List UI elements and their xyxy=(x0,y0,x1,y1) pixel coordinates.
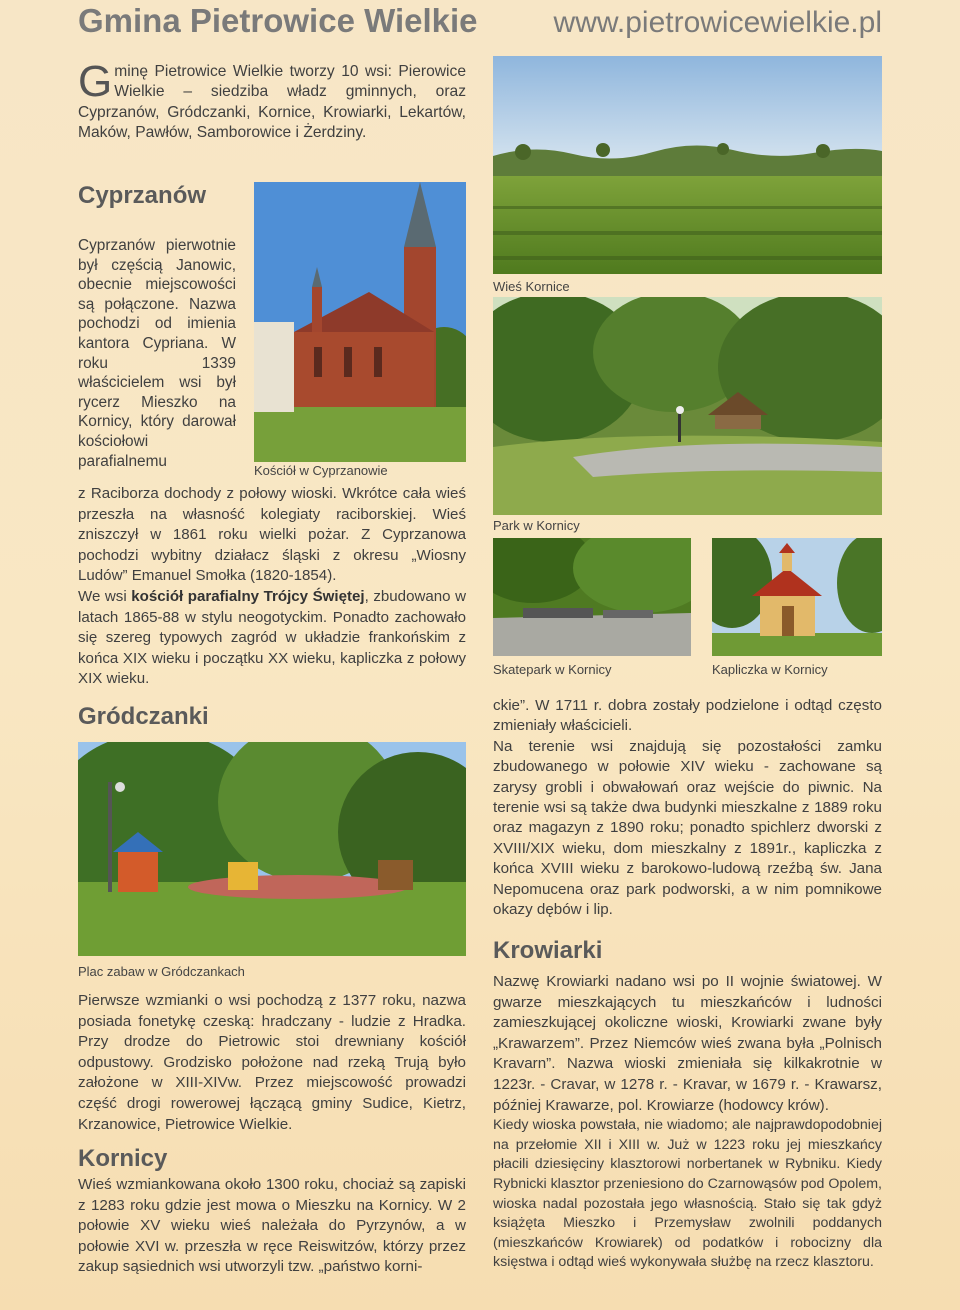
krowiarki-text xyxy=(493,972,882,1273)
kornice-text-left: Wieś wzmiankowana około 1300 roku, chociaż są zapiski z 1283 roku gdzie jest mowa o Mieszku na Kornicy. W 2 połowie XV wieku wieś należała do Pyrzynów, a w połowie XVI w. przeszła w ręce Reiswitzów, którzy przez zakup sąsiednich wsi utworzyli tzw. „państwo korni- xyxy=(78,1176,466,1276)
kornice-text-right xyxy=(493,696,882,920)
cyprzanow-text-2 xyxy=(78,484,466,690)
cyprzanow-paragraph-2: z Raciborza dochody z połowy wioski. Wkrótce cała wieś przeszła na własność kolegiaty raciborskiej. Wieś zniszczył w 1861 roku wielki pożar. Z Cyprzanowa pochodzi wybitny działacz śląski z okresu „Wiosny Ludów” Emanuel Smołka (1820-1854). xyxy=(78,485,466,585)
cyprzanow-p3-a: We wsi xyxy=(78,587,132,605)
intro-dropcap: G xyxy=(78,57,113,106)
caption-church: Kościół w Cyprzanowie xyxy=(254,463,388,478)
photo-chapel xyxy=(712,538,882,656)
caption-playground: Plac zabaw w Gródczankach xyxy=(78,964,245,979)
intro-text: minę Pietrowice Wielkie tworzy 10 wsi: Pierowice Wielkie – siedziba władz gminnych, oraz Cyprzanów, Gródczanki, Kornice, Krowiarki, Lekartów, Maków, Pawłów, Samborowice i Żerdziny. xyxy=(78,63,466,142)
caption-chapel: Kapliczka w Kornicy xyxy=(712,662,828,677)
grodczanki-text: Pierwsze wzmianki o wsi pochodzą z 1377 roku, nazwa posiada fonetykę czeską: hradczany - ludzie z Hradka. Przy drodze do Pietrowic stoi drewniany kościół odpustowy. Grodzisko położone nad rzeką Trują było założone w XIII-XIVw. Przez miejscowość prowadzi część drogi rowerowej łączącą gminy Sudice, Kietrz, Krzanowice, Pietrowice Wielkie. xyxy=(78,992,466,1133)
photo-church xyxy=(254,182,466,462)
krowiarki-paragraph-1: Nazwę Krowiarki nadano wsi po II wojnie światowej. W gwarze mieszkających tu mieszkańców i ludności zamieszkującej okoliczne wioski, Krowiarki zwane były „Krawarzem”. Przez Niemców wieś zwana była „Polnisch Kravarn”. Nazwa wioski zmieniała się kilkakrotnie w 1223r. - Cravar, w 1278 r. - Kravar, w 1679 r. - Krawarsz, później Krawarze, pol. Krowiarze (hodowcy krów). xyxy=(493,973,882,1114)
section-title-krowiarki: Krowiarki xyxy=(493,937,603,964)
photo-korn-village xyxy=(493,56,882,274)
intro-paragraph xyxy=(78,57,466,144)
kornice-paragraph-2: Na terenie wsi znajdują się pozostałości zamku zbudowanego w połowie XIV wieku - zachowane są zarysy grobli i obwałowań oraz wejście do piwnic. Na terenie wsi są także dwa budynki mieszkalne z 1889 roku oraz magazyn z 1890 roku; ponadto spichlerz dworski z XVIII/XIX wieku, dom mieszkalny z 1891r., kapliczka z końca XVIII wieku z barokowo-ludową rzeźbą św. Jana Nepomucena oraz park podworski, a w nim pomnikowe okazy dębów i lip. xyxy=(493,737,882,919)
website-url[interactable]: www.pietrowicewielkie.pl xyxy=(553,6,882,39)
photo-skatepark xyxy=(493,538,691,656)
photo-korn-park xyxy=(493,297,882,515)
section-title-kornice: Kornicy xyxy=(78,1145,168,1172)
church-name: kościół parafialny Trójcy Świętej xyxy=(131,587,365,605)
section-title-cyprzanow: Cyprzanów xyxy=(78,182,207,209)
caption-korn-village: Wieś Kornice xyxy=(493,279,570,294)
cyprzanow-paragraph-3 xyxy=(78,587,466,690)
photo-playground xyxy=(78,742,466,956)
krowiarki-paragraph-2: Kiedy wioska powstała, nie wiadomo; ale najprawdopodobniej na przełomie XII i XIII w. Już w 1223 roku jej mieszkańcy płacili dziesięciny klasztorowi norbertanek w Rybniku. Kiedy Rybnicki klasztor przeniesiono do Czarnowąsów pod Opolem, wioska nadal pozostała jego własnością. Stało się tak gdyż książęta Mieszko i Przemysław zwolnili poddanych (mieszkańców Krowiarek) od podatków i robocizny dla księstwa i odtąd wieś wykonywała służbę na rzecz klasztoru. xyxy=(493,1117,882,1271)
page-title: Gmina Pietrowice Wielkie xyxy=(78,2,478,39)
kornice-paragraph-1: ckie”. W 1711 r. dobra zostały podzielone i odtąd często zmieniały właścicieli. xyxy=(493,697,882,735)
section-title-grodczanki: Gródczanki xyxy=(78,703,209,730)
cyprzanow-p3-d: Ponadto zachowało się szereg typowych zagród w układzie frankońskim z końca XIX wieku i początku XX wieku, kapliczka z połowy XIX wieku. xyxy=(78,608,466,688)
caption-korn-park: Park w Kornicy xyxy=(493,518,580,533)
caption-skatepark: Skatepark w Kornicy xyxy=(493,662,612,677)
cyprzanow-p3-c: , zbudowano w latach 1865-88 w stylu neogotyckim. xyxy=(78,587,466,626)
cyprzanow-text-1: Cyprzanów pierwotnie był częścią Janowic, obecnie miejscowości są połączone. Nazwa pochodzi od imienia kantora Cypriana. W roku 1339 właścicielem wsi był rycerz Mieszko na Kornicy, który darował kościołowi parafialnemu xyxy=(78,237,236,470)
